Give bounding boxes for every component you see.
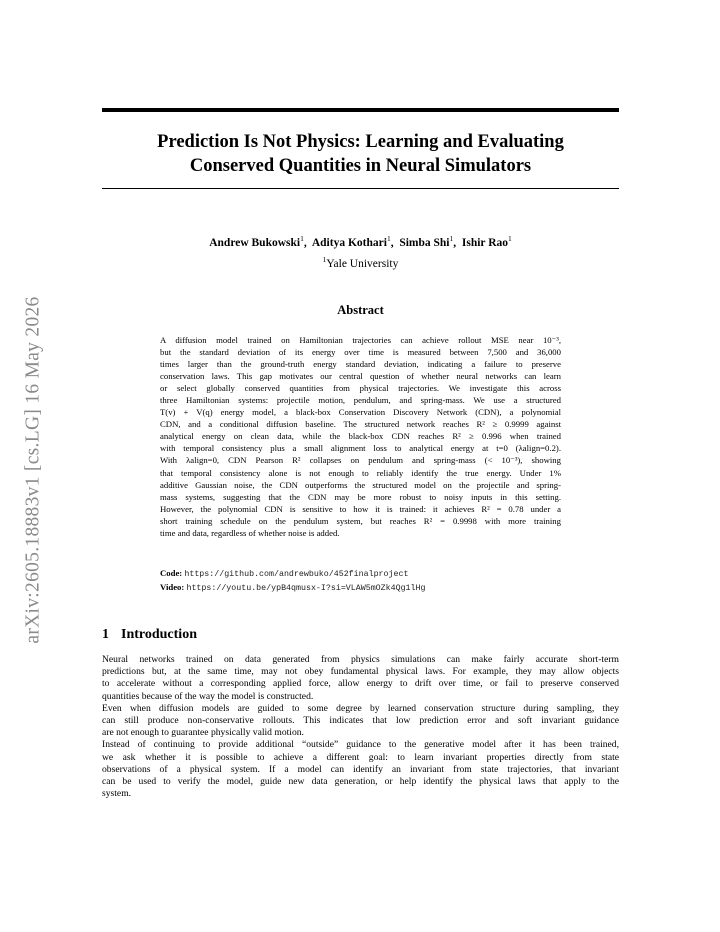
title-line-2: Conserved Quantities in Neural Simulators	[189, 156, 532, 176]
abstract-line: time and data, regardless of whether noise is added.	[160, 527, 340, 538]
intro-paragraph	[102, 703, 619, 740]
abstract-line: three Hamiltonian systems: projectile motion, pendulum, and spring-mass. We use a structured	[160, 395, 561, 406]
abstract-line: times larger than the ground-truth energy standard deviation, indicating a failure to preserve	[160, 359, 561, 370]
author-name: Simba Shi	[399, 236, 450, 249]
author-affil-mark: 1	[508, 234, 512, 243]
video-label: Video:	[160, 582, 185, 592]
author-affil-mark: 1	[386, 234, 391, 243]
title-line-1: Prediction Is Not Physics: Learning and Evaluating	[157, 132, 564, 152]
intro-line: Even when diffusion models are guided to some degree by learned conservation structure during sampling, they	[102, 702, 619, 714]
code-label: Code:	[160, 568, 183, 578]
abstract-line: conservation laws. This gap motivates our central question of whether neural networks can learn	[160, 371, 561, 382]
section-heading	[102, 627, 197, 643]
section-number: 1	[102, 627, 109, 642]
abstract-line: However, the polynomial CDN is sensitive to how it is trained: it achieves R² = 0.78 under a	[160, 503, 561, 514]
abstract-line: mass systems, suggesting that the CDN may be more robust to noisy inputs in this setting.	[160, 491, 561, 502]
affiliation-name: Yale University	[326, 257, 399, 270]
intro-line: Instead of continuing to provide additional “outside” guidance to the generative model after it has been trained,	[102, 739, 619, 751]
intro-line: system.	[102, 788, 132, 800]
abstract-line: that temporal consistency alone is not enough to reliably identify the true energy. Under 1%	[160, 467, 561, 478]
intro-line: can be used to verify the model, guide new data generation, or help identify the physical laws that apply to the	[102, 776, 619, 788]
intro-line: can still produce non-conservative rollouts. This indicates that low prediction error and soft invariant guidance	[102, 715, 619, 727]
abstract-line: additive Gaussian noise, the CDN outperforms the structured model on the projectile and spring-	[160, 479, 561, 490]
author-name: Aditya Kothari	[311, 236, 387, 249]
abstract-line: or select globally conserved quantities from physical trajectories. We investigate this across	[160, 383, 561, 394]
author-affil-mark: 1	[449, 234, 454, 243]
code-link-row	[160, 567, 561, 581]
abstract-line: with temporal consistency plus a small alignment loss to analytical energy at t=0 (λalign=0.2).	[160, 443, 561, 454]
abstract-line: T(v) + V(q) energy model, a black-box Conservation Discovery Network (CDN), a polynomial	[160, 407, 561, 418]
intro-paragraph	[102, 654, 619, 703]
abstract-heading: Abstract	[337, 303, 384, 317]
arxiv-stamp-text: arXiv:2605.18883v1 [cs.LG] 16 May 2026	[23, 296, 44, 644]
intro-line: observations of a physical system. If a model can identify an invariant from state trajectories, that invariant	[102, 763, 619, 775]
intro-line: Neural networks trained on data generated from physics simulations can make fairly accurate short-term	[102, 654, 619, 665]
section-title: Introduction	[121, 627, 197, 642]
links-block	[160, 567, 561, 595]
author-affil-mark: 1	[300, 234, 304, 243]
abstract-line: A diffusion model trained on Hamiltonian trajectories can achieve rollout MSE near 10⁻³,	[160, 335, 561, 345]
intro-paragraph	[102, 739, 619, 800]
abstract-line: but the standard deviation of its energy over time is measured between 7,500 and 36,000	[160, 347, 561, 358]
abstract-body	[160, 334, 561, 539]
arxiv-stamp	[14, 260, 54, 680]
author-list: Andrew Bukowski$^1$, Aditya Kothari$^1$, Simba Shi$^1$, Ishir Rao$^1$	[209, 234, 512, 249]
author-name: Andrew Bukowski	[209, 236, 301, 249]
video-link[interactable]: https://youtu.be/ypB4qmusx-I?si=VLAW5mOZk4Qg1lHg	[186, 584, 426, 593]
introduction-body	[102, 654, 619, 800]
intro-line: predictions but, at the same time, may not obey fundamental physical laws. For example, they may allow objects	[102, 666, 619, 678]
affiliation-mark: 1	[322, 255, 327, 264]
intro-line: we ask whether it is possible to achieve a different goal: to learn invariant properties directly from state	[102, 751, 619, 763]
intro-line: to accelerate without a corresponding applied force, allow energy to drift over time, or fail to preserve conserved	[102, 678, 619, 690]
abstract-line: With λalign=0, CDN Pearson R² collapses on pendulum and spring-mass (< 10⁻³), showing	[160, 455, 561, 466]
abstract-line: analytical energy on clean data, while the black-box CDN reaches R² ≥ 0.996 when trained	[160, 431, 561, 442]
title-bottom-rule	[102, 188, 619, 189]
video-link-row	[160, 581, 561, 595]
abstract-line: CDN, and a conditional diffusion baseline. The structured network reaches R² ≥ 0.9999 against	[160, 419, 561, 430]
code-link[interactable]: https://github.com/andrewbuko/452finalproject	[184, 570, 409, 579]
abstract-line: short training schedule on the pendulum system, but reaches R² = 0.9998 with more training	[160, 515, 561, 526]
affiliation	[102, 253, 619, 271]
title-top-rule	[102, 108, 619, 112]
paper-title	[102, 130, 619, 178]
intro-line: are not enough to guarantee physically valid motion.	[102, 727, 304, 739]
intro-line: quantities because of the way the model is constructed.	[102, 690, 314, 702]
author-name: Ishir Rao	[461, 236, 508, 249]
